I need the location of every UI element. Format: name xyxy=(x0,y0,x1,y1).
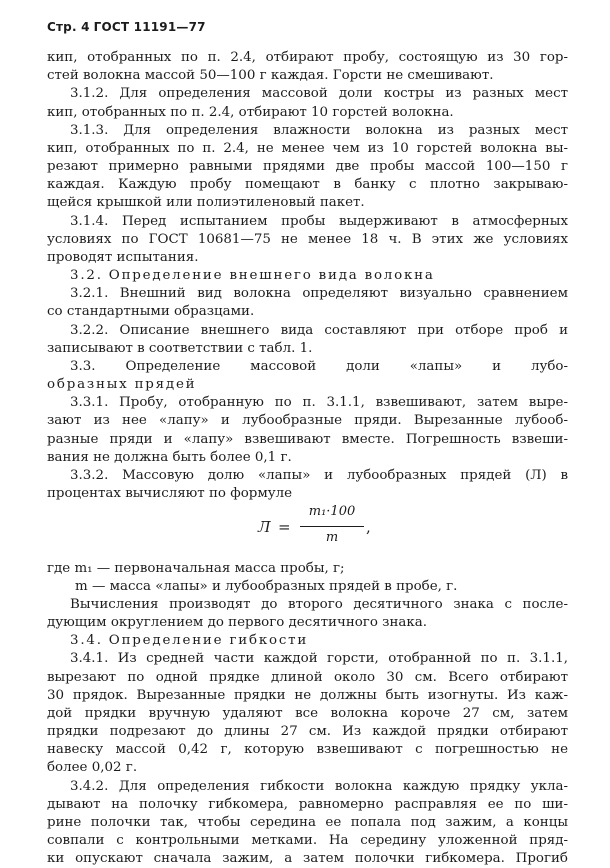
text-line: дующим округлением до первого десятичного знака. xyxy=(47,615,427,630)
text-line: 3.3.1. Пробу, отобранную по п. 3.1.1, взвешивают, затем выре- xyxy=(70,395,568,411)
text-line: резают примерно равными прядями две пробы массой 100—150 г xyxy=(47,159,568,174)
text-line: 3.2.1. Внешний вид волокна определяют визуально сравнением xyxy=(70,286,568,302)
text-line: вырезают по одной прядке длиной около 30 см. Всего отбирают xyxy=(47,669,568,685)
text-line: 3.4.1. Из средней части каждой горсти, отобранной по п. 3.1.1, xyxy=(70,651,568,667)
text-line: более 0,02 г. xyxy=(47,760,138,776)
text-line: 30 прядок. Вырезанные прядки не должны быть изогнуты. Из каж- xyxy=(47,687,568,703)
text-line: дывают на полочку гибкомера, равномерно расправляя ее по ши- xyxy=(47,796,568,812)
text-line: 3.4.2. Для определения гибкости волокна каждую прядку укла- xyxy=(70,778,568,794)
formula-comma: , xyxy=(366,517,371,536)
formula-numerator: m₁·100 xyxy=(308,503,356,519)
page-number: Стр. 4 xyxy=(47,20,90,34)
text-line: щейся крышкой или полиэтиленовый пакет. xyxy=(47,195,365,211)
text-line: разные пряди и «лапу» взвешивают вместе. Погрешность взвеши- xyxy=(47,431,568,447)
text-line: Вычисления производят до второго десятичного знака с после- xyxy=(70,596,568,612)
text-line: m — масса «лапы» и лубообразных прядей в пробе, г. xyxy=(75,578,458,594)
page-header xyxy=(47,20,206,34)
text-line: 3.2.2. Описание внешнего вида составляют при отборе проб и xyxy=(70,322,568,338)
text-line: 3.3.2. Массовую долю «лапы» и лубообразных прядей (Л) в xyxy=(70,467,568,483)
formula-lhs: Л xyxy=(258,517,271,536)
text-line: навеску массой 0,42 г, которую взвешивают с погрешностью не xyxy=(47,742,568,758)
text-line: кип, отобранных по п. 2.4, отбирают пробу, состоящую из 30 гор- xyxy=(47,50,568,65)
text-line: рине полочки так, чтобы середина ее попала под зажим, а концы xyxy=(47,814,568,830)
text-line: процентах вычисляют по формуле xyxy=(47,486,293,502)
text-line: прядки подрезают до длины 27 см. Из каждой прядки отбирают xyxy=(47,724,568,739)
text-line: где m₁ — первоначальная масса пробы, г; xyxy=(47,560,345,576)
fraction-bar xyxy=(300,526,364,527)
text-line: дой прядки вручную удаляют все волокна короче 27 см, затем xyxy=(47,705,568,721)
formula-equals: = xyxy=(278,517,291,536)
text-line: кип, отобранных по п. 2.4, не менее чем из 10 горстей волокна вы- xyxy=(47,140,568,156)
text-line: каждая. Каждую пробу помещают в банку с плотно закрываю- xyxy=(47,177,568,193)
text-line: условиях по ГОСТ 10681—75 не менее 18 ч. В этих же условиях xyxy=(47,231,568,247)
text-line: 3.1.2. Для определения массовой доли костры из разных мест xyxy=(70,86,568,102)
formula xyxy=(258,502,371,562)
text-line: проводят испытания. xyxy=(47,249,199,265)
section-heading: образных прядей xyxy=(47,377,197,393)
text-line: кип, отобранных по п. 2.4, отбирают 10 горстей волокна. xyxy=(47,104,454,120)
text-line: со стандартными образцами. xyxy=(47,304,255,320)
formula-denominator: m xyxy=(325,529,339,545)
text-line: стей волокна массой 50—100 г каждая. Горсти не смешивают. xyxy=(47,68,494,84)
text-line: вания не должна быть более 0,1 г. xyxy=(47,449,292,465)
section-heading: 3.4. Определение гибкости xyxy=(70,633,309,649)
text-line: ки опускают сначала зажим, а затем полочки гибкомера. Прогиб xyxy=(47,851,568,867)
section-heading: 3.2. Определение внешнего вида волокна xyxy=(70,268,435,283)
text-line: совпали с контрольными метками. На середину уложенной пряд- xyxy=(47,833,568,848)
section-heading: 3.3. Определение массовой доли «лапы» и лубо- xyxy=(70,358,568,374)
text-line: зают из нее «лапу» и лубообразные пряди. Вырезанные лубооб- xyxy=(47,413,568,429)
text-line: 3.1.4. Перед испытанием пробы выдерживают в атмосферных xyxy=(70,213,568,229)
standard-id: ГОСТ 11191—77 xyxy=(93,20,206,34)
text-line: записывают в соответствии с табл. 1. xyxy=(47,340,313,356)
text-line: 3.1.3. Для определения влажности волокна из разных мест xyxy=(70,122,568,138)
